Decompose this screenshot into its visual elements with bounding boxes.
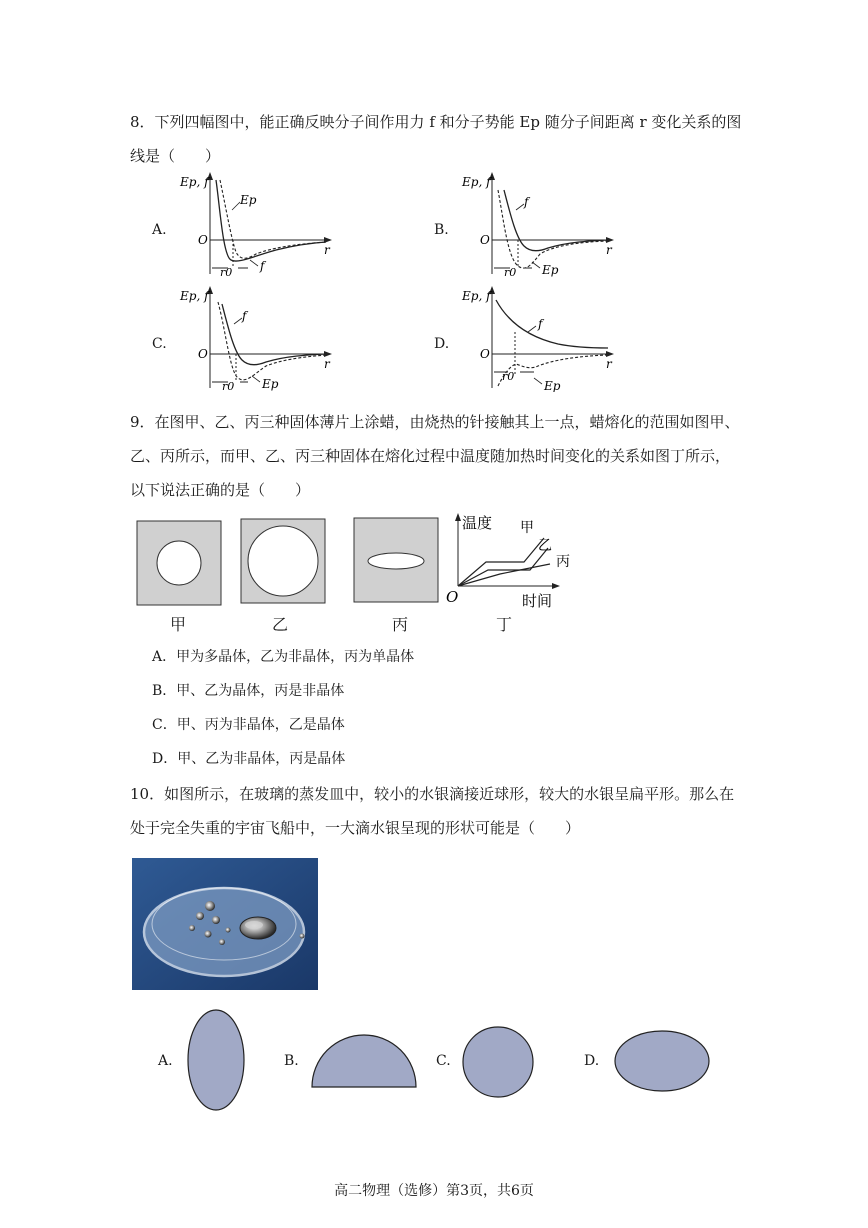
q8c-origin: O (198, 347, 208, 361)
q8-option-b-label: B. (434, 222, 449, 238)
q8-graph-a (176, 168, 346, 278)
q9-caption-bing: 丙 (392, 615, 409, 634)
q8d-r0-label: r0 (502, 370, 515, 383)
q8-option-d-label: D. (434, 336, 450, 352)
q8b-origin: O (480, 233, 490, 247)
q9-xlabel: 时间 (522, 592, 553, 610)
q8a-ep-label: Ep (240, 193, 257, 207)
q10-stem-line1: 10．如图所示，在玻璃的蒸发皿中，较小的水银滴接近球形，较大的水银呈扁平形。那么在 (130, 785, 735, 803)
q10-evaporating-dish-photo (132, 858, 318, 990)
q8d-yaxis-label: Ep, f (462, 289, 491, 303)
q8a-f-label: f (260, 259, 265, 273)
q10-stem-line2: 处于完全失重的宇宙飞船中，一大滴水银呈现的形状可能是（ ） (130, 819, 581, 837)
q8c-r0-label: r0 (222, 380, 235, 392)
q8-stem-line2: 线是（ ） (130, 147, 221, 165)
q9-figure-yi (240, 518, 326, 604)
q9-option-a: A．甲为多晶体，乙为非晶体，丙为单晶体 (152, 649, 415, 665)
q9-stem-line2: 乙、丙所示，而甲、乙、丙三种固体在熔化过程中温度随加热时间变化的关系如图丁所示， (130, 447, 731, 465)
q10-option-d-horizontal-ellipse (612, 1028, 712, 1094)
q9-caption-ding: 丁 (496, 615, 513, 634)
q9-series-bing: 丙 (556, 554, 570, 570)
q9-option-c: C．甲、丙为非晶体，乙是晶体 (152, 717, 345, 733)
q10-option-a-label: A. (158, 1053, 173, 1069)
q10-option-a-vertical-ellipse (186, 1008, 246, 1112)
q8a-yaxis-label: Ep, f (180, 175, 209, 189)
q8d-ep-label: Ep (544, 379, 561, 392)
q8d-r-label: r (606, 357, 612, 371)
q10-option-c-circle (460, 1024, 536, 1100)
q9-figure-ding-graph (440, 508, 580, 612)
q9-origin: O (446, 588, 459, 606)
q8b-r0-label: r0 (504, 266, 517, 278)
q9-stem-line1: 9．在图甲、乙、丙三种固体薄片上涂蜡，由烧热的针接触其上一点，蜡熔化的范围如图甲、 (130, 413, 740, 431)
q9-figure-jia (136, 520, 222, 606)
q10-option-c-label: C. (436, 1053, 451, 1069)
q9-option-d: D．甲、乙为非晶体，丙是晶体 (152, 751, 346, 767)
q8b-f-label: f (524, 195, 529, 209)
q8-graph-d (458, 282, 628, 392)
q9-ylabel: 温度 (462, 514, 493, 532)
q8a-r-label: r (324, 243, 330, 257)
q8a-origin: O (198, 233, 208, 247)
q8-graph-b (458, 168, 628, 278)
q8d-f-label: f (538, 317, 543, 331)
page-footer: 高二物理（选修）第3页，共6页 (334, 1183, 534, 1199)
q8c-f-label: f (242, 309, 247, 323)
q8c-yaxis-label: Ep, f (180, 289, 209, 303)
q8-graph-c (176, 282, 346, 392)
q10-option-b-label: B. (284, 1053, 299, 1069)
q9-stem-line3: 以下说法正确的是（ ） (130, 481, 311, 499)
q9-series-jia: 甲 (520, 520, 534, 536)
q8-option-c-label: C. (152, 336, 167, 352)
q8d-origin: O (480, 347, 490, 361)
q9-caption-jia: 甲 (170, 615, 187, 634)
q8-option-a-label: A. (152, 222, 167, 238)
q8b-ep-label: Ep (542, 263, 559, 277)
q10-option-d-label: D. (584, 1053, 600, 1069)
q8a-r0-label: r0 (220, 266, 233, 278)
q9-figure-bing (353, 517, 439, 603)
q8c-r-label: r (324, 357, 330, 371)
q9-option-b: B．甲、乙为晶体，丙是非晶体 (152, 683, 345, 699)
q8-stem-line1: 8．下列四幅图中，能正确反映分子间作用力 f 和分子势能 Ep 随分子间距离 r 变化关系的图 (130, 113, 742, 131)
q9-series-yi: 乙 (538, 538, 552, 554)
q8b-r-label: r (606, 243, 612, 257)
q8c-ep-label: Ep (262, 377, 279, 391)
q10-option-b-semicircle (310, 1030, 418, 1090)
q9-caption-yi: 乙 (272, 615, 289, 634)
q8b-yaxis-label: Ep, f (462, 175, 491, 189)
